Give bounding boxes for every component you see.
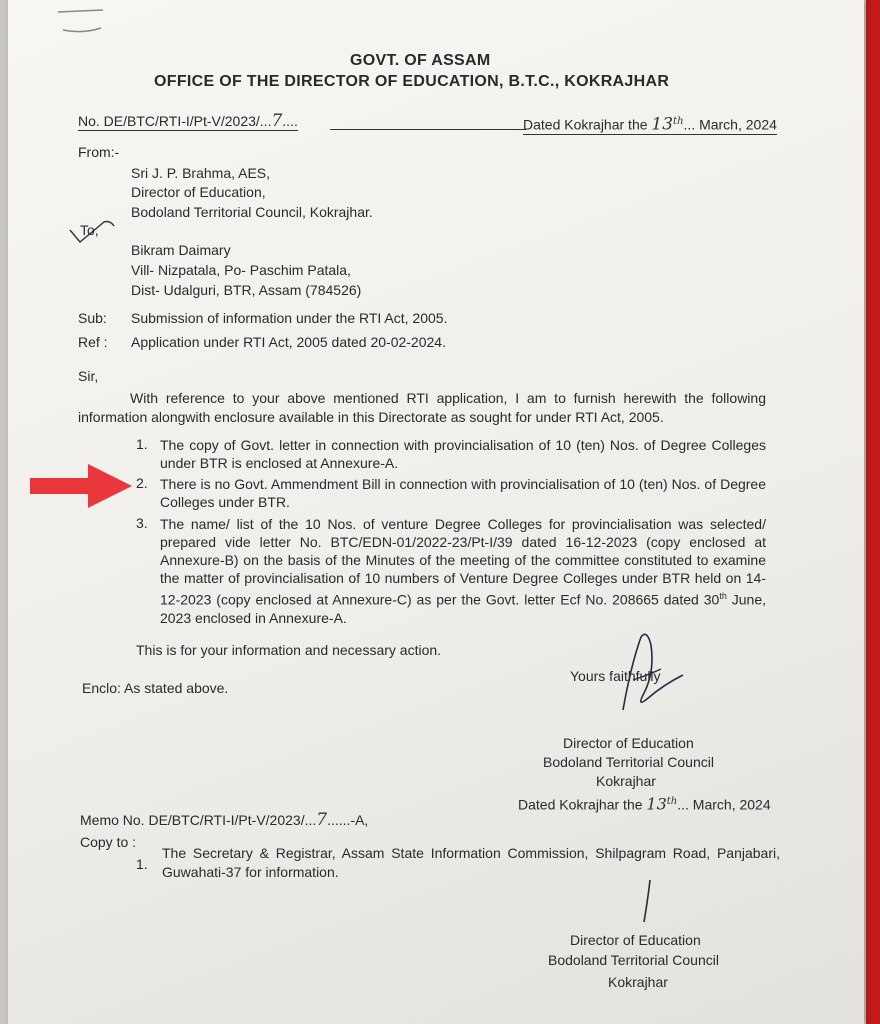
ref-date: Dated Kokrajhar the 13th... March, 2024 [523, 114, 777, 135]
to-line-2: Vill- Nizpatala, Po- Paschim Patala, [131, 262, 351, 278]
signatory-1-place: Kokrajhar [596, 773, 656, 789]
red-arrow-icon [28, 460, 133, 512]
from-line-2: Director of Education, [131, 184, 266, 200]
to-line-3: Dist- Udalguri, BTR, Assam (784526) [131, 282, 362, 298]
from-line-3: Bodoland Territorial Council, Kokrajhar. [131, 204, 373, 220]
item-2-text: There is no Govt. Ammendment Bill in connection with provincialisation of 10 (ten) Nos. of Degree Colleges under BTR. [160, 476, 766, 510]
reference-label: Ref : [78, 334, 108, 350]
subject-text: Submission of information under the RTI Act, 2005. [131, 310, 448, 326]
item-2-number: 2. [136, 475, 148, 491]
signature-2 [638, 878, 658, 926]
from-line-1: Sri J. P. Brahma, AES, [131, 165, 271, 181]
to-label: To, [80, 222, 99, 238]
signatory-1-council: Bodoland Territorial Council [543, 754, 714, 770]
document-page [8, 0, 864, 1024]
from-label: From:- [78, 144, 120, 160]
copy-to-label: Copy to : [80, 834, 137, 850]
yours-faithfully: Yours faithfully [570, 668, 661, 684]
letterhead-govt: GOVT. OF ASSAM [350, 52, 491, 69]
to-line-1: Bikram Daimary [131, 242, 231, 258]
reference-text: Application under RTI Act, 2005 dated 20-02-2024. [131, 334, 446, 350]
subject-label: Sub: [78, 310, 107, 326]
signatory-2-title: Director of Education [570, 932, 701, 948]
dated-2: Dated Kokrajhar the 13th... March, 2024 [518, 794, 771, 814]
signatory-1-title: Director of Education [563, 735, 694, 751]
ref-number: No. DE/BTC/RTI-I/Pt-V/2023/...7.... [78, 111, 298, 131]
letterhead-office: OFFICE OF THE DIRECTOR OF EDUCATION, B.T.C., KOKRAJHAR [154, 73, 670, 90]
item-1-number: 1. [136, 436, 148, 452]
item-3-text: The name/ list of the 10 Nos. of venture Degree Colleges for provincialisation was selected/ prepared vide letter No. BTC/EDN-01/2022-23/Pt-I/39 dated 16-12-2023 (copy enclosed at Annexure-B) on the basis of the Minutes of the meeting of the committee constituted to examine the matter of provincialisation of 10 numbers of Venture Degree Colleges under BTR held on 14-12-2023 (copy enclosed at Annexure-C) as per the Govt. letter Ecf No. 208665 dated 30th June, 2023 enclosed in Annexure-A. [160, 516, 767, 626]
copy-item-1-number: 1. [136, 856, 148, 872]
signatory-2-council: Bodoland Territorial Council [548, 952, 719, 968]
paper-clip-mark [53, 0, 113, 40]
signature-1 [603, 625, 693, 720]
copy-item-1-text: The Secretary & Registrar, Assam State Information Commission, Shilpagram Road, Panjabari, Guwahati-37 for information. [162, 845, 780, 880]
ref-underline-gap [330, 129, 526, 130]
item-3-number: 3. [136, 515, 148, 531]
signatory-2-place: Kokrajhar [608, 974, 668, 990]
enclosure-note: Enclo: As stated above. [82, 680, 229, 696]
item-1-text: The copy of Govt. letter in connection with provincialisation of 10 (ten) Nos. of Degree Colleges under BTR is enclosed at Annexure-A. [160, 437, 766, 471]
memo-number: Memo No. DE/BTC/RTI-I/Pt-V/2023/...7......-A, [80, 810, 369, 830]
closing-line: This is for your information and necessary action. [136, 642, 442, 658]
body-intro: With reference to your above mentioned RTI application, I am to furnish herewith the following information alongwith enclosure available in this Directorate as sought for under RTI Act, 2005. [78, 390, 766, 425]
background-red-edge [866, 0, 880, 1024]
salutation: Sir, [78, 368, 99, 384]
